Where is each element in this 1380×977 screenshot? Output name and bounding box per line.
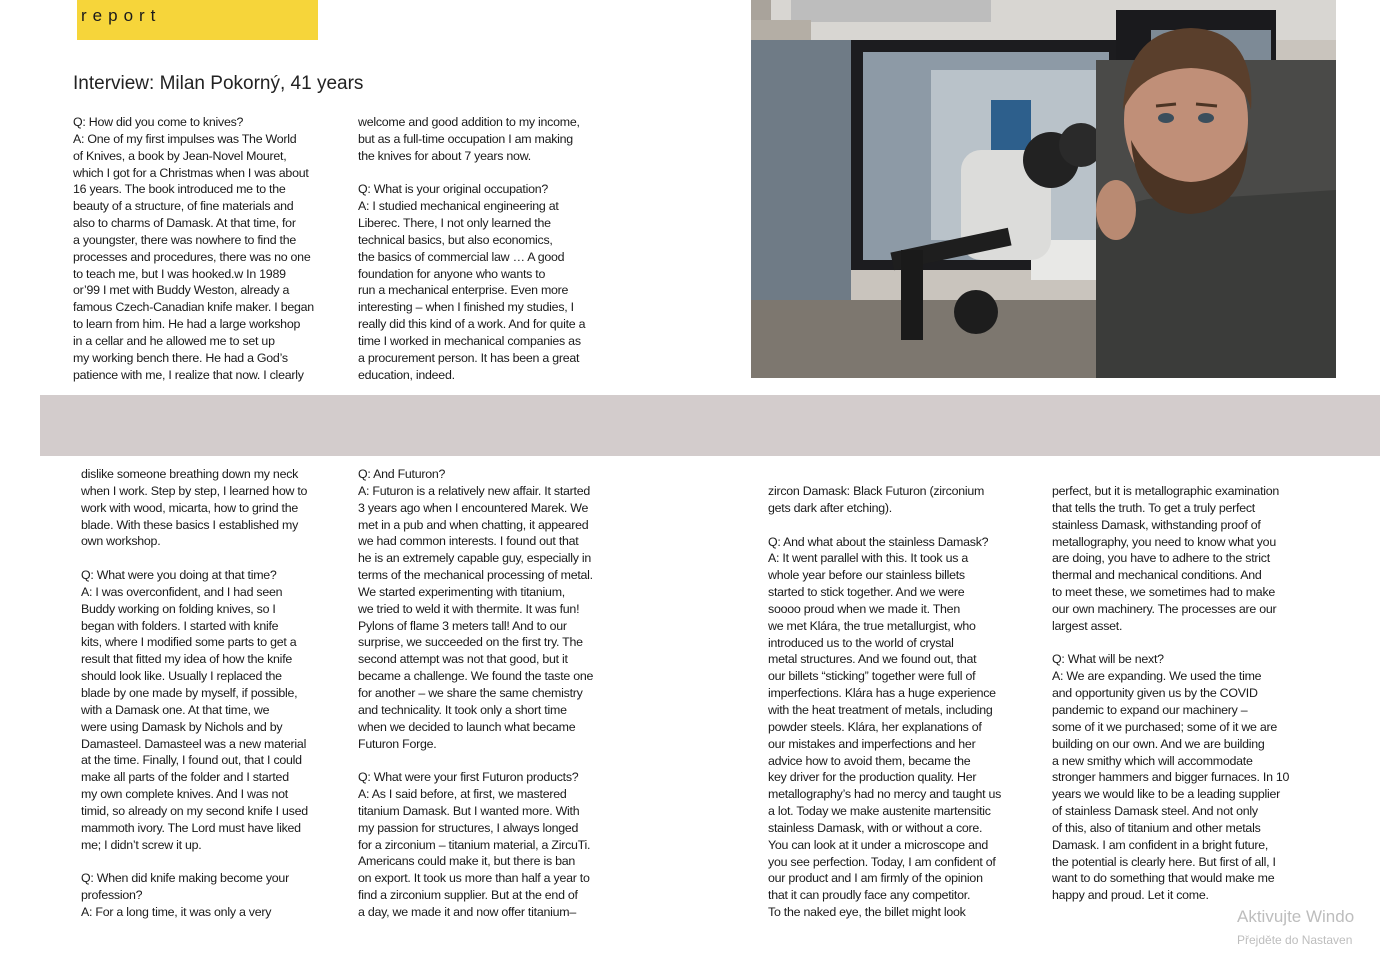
text-line: profession? (81, 888, 143, 903)
text-line: zircon Damask: Black Futuron (zirconium (768, 484, 985, 498)
text-line: our own machinery. The processes are our (1052, 601, 1277, 616)
text-line: foundation for anyone who wants to (358, 266, 546, 281)
text-line: my own complete knives. And I was not (81, 787, 288, 802)
text-line: when I work. Step by step, I learned how to (81, 483, 308, 498)
text-line: which I got for a Christmas when I was about (73, 165, 309, 180)
text-line: A: Futuron is a relatively new affair. It started (358, 483, 591, 498)
text-line: Q: What will be next? (1052, 652, 1164, 667)
paragraph (358, 769, 628, 921)
paragraph (358, 114, 628, 165)
text-line: We started experimenting with titanium, (358, 584, 565, 599)
text-line: perfect, but it is metallographic examination (1052, 484, 1280, 498)
text-line: and opportunity given us by the COVID (1052, 686, 1258, 701)
text-line: beauty of a structure, of fine materials and (73, 199, 294, 214)
text-line: of Knives, a book by Jean-Novel Mouret, (73, 148, 287, 163)
paragraph (768, 534, 1038, 921)
text-column-6 (1052, 483, 1322, 904)
paragraph (358, 181, 628, 383)
text-line: stainless Damask, with or without a core. (768, 820, 983, 835)
text-line: mammoth ivory. The Lord must have liked (81, 820, 301, 835)
text-line: metal structures. And we found out, that (768, 652, 977, 667)
paragraph (1052, 651, 1322, 904)
text-line: the basics of commercial law … A good (358, 249, 565, 264)
text-line: blade. With these basics I established my (81, 517, 299, 532)
text-line: also to charms of Damask. At that time, for (73, 216, 296, 231)
text-line: key driver for the production quality. Her (768, 770, 977, 785)
text-line: you see perfection. Today, I am confident of (768, 854, 996, 869)
text-line: processes and procedures, there was no one (73, 249, 311, 264)
text-line: advice how to avoid them, became the (768, 753, 971, 768)
text-line: a procurement person. It has been a great (358, 350, 580, 365)
text-column-3 (81, 466, 351, 921)
text-line: we met Klára, the true metallurgist, who (768, 618, 976, 633)
text-line: Americans could make it, but there is ban (358, 854, 576, 869)
text-line: surprise, we succeeded on the first try. The (358, 635, 583, 650)
text-line: Q: And Futuron? (358, 467, 446, 481)
text-line: the knives for about 7 years now. (358, 148, 531, 163)
text-line: run a mechanical enterprise. Even more (358, 283, 569, 298)
text-line: Buddy working on folding knives, so I (81, 601, 276, 616)
text-line: to teach me, but I was hooked.w In 1989 (73, 266, 286, 281)
text-line: became a challenge. We found the taste one (358, 669, 594, 684)
text-line: Q: What were your first Futuron products? (358, 770, 579, 785)
text-line: and technicality. It took only a short time (358, 702, 567, 717)
text-line: second attempt was not that good, but it (358, 652, 568, 667)
text-line: Damasteel. Damasteel was a new material (81, 736, 307, 751)
text-line: titanium Damask. But I wanted more. With (358, 803, 580, 818)
text-line: for a zirconium – titanium material, a ZircuTi. (358, 837, 591, 852)
text-line: Liberec. There, I not only learned the (358, 216, 551, 231)
text-line: Pylons of flame 3 meters tall! And to our (358, 618, 567, 633)
paragraph (81, 567, 351, 853)
text-line: started to stick together. And we were (768, 585, 965, 600)
text-line: soooo proud when we made it. Then (768, 601, 960, 616)
text-line: a new smithy which will accommodate (1052, 753, 1253, 768)
text-line: blade by one made by myself, if possible, (81, 685, 298, 700)
text-column-5 (768, 483, 1038, 921)
text-line: time I worked in mechanical companies as (358, 333, 581, 348)
windows-activation-watermark-title: Aktivujte Windo (1237, 907, 1355, 926)
text-line: want to do something that would make me (1052, 871, 1275, 886)
text-line: pandemic to expand our machinery – (1052, 702, 1248, 717)
text-line: Futuron Forge. (358, 736, 437, 751)
paragraph (1052, 483, 1322, 635)
text-line: we had common interests. I found out that (358, 534, 579, 549)
text-line: were using Damask by Nichols and by (81, 719, 283, 734)
text-line: Q: When did knife making become your (81, 871, 289, 886)
text-line: 3 years ago when I encountered Marek. We (358, 500, 589, 515)
text-line: stronger hammers and bigger furnaces. In 10 (1052, 770, 1290, 785)
text-line: he is an extremely capable guy, especially in (358, 551, 592, 566)
paragraph (768, 483, 1038, 517)
text-line: a lot. Today we make austenite martensitic (768, 804, 991, 819)
text-line: that it can proudly face any competitor. (768, 888, 971, 903)
text-line: interesting – when I finished my studies, I (358, 300, 574, 315)
text-line: our product and I am firmly of the opinion (768, 871, 983, 886)
section-tag: report (77, 0, 318, 40)
text-line: should look like. Usually I replaced the (81, 669, 282, 684)
text-line: our billets “sticking” together were full of (768, 669, 976, 684)
text-line: technical basics, but also economics, (358, 232, 553, 247)
text-line: my passion for structures, I always longed (358, 820, 579, 835)
text-column-2 (358, 114, 628, 384)
text-line: to learn from him. He had a large workshop (73, 317, 301, 332)
text-line: A: One of my first impulses was The World (73, 131, 297, 146)
text-line: of this, also of titanium and other metals (1052, 820, 1261, 835)
text-line: years we would like to be a leading supplier (1052, 787, 1281, 802)
text-line: Q: What were you doing at that time? (81, 568, 277, 583)
paragraph (358, 466, 628, 752)
text-line: really did this kind of a work. And for quite a (358, 317, 586, 332)
text-line: timid, so already on my second knife I used (81, 803, 308, 818)
text-line: work with wood, micarta, how to grind the (81, 500, 299, 515)
gray-divider-band (40, 395, 1380, 456)
text-line: A: As I said before, at first, we mastered (358, 787, 567, 802)
text-line: me; I didn’t screw it up. (81, 837, 202, 852)
text-line: largest asset. (1052, 618, 1123, 633)
text-line: A: For a long time, it was only a very (81, 904, 272, 919)
text-line: To the naked eye, the billet might look (768, 905, 966, 920)
text-line: kits, where I modified some parts to get a (81, 635, 297, 650)
text-line: metallography, you need to know what you (1052, 534, 1276, 549)
text-line: the potential is clearly here. But first of all, I (1052, 854, 1276, 869)
text-line: or’99 I met with Buddy Weston, already a (73, 283, 290, 298)
text-line: to meet these, we sometimes had to make (1052, 585, 1276, 600)
text-line: thermal and mechanical conditions. And (1052, 568, 1262, 583)
text-line: A: I was overconfident, and I had seen (81, 584, 283, 599)
interview-photo (751, 0, 1336, 378)
text-line: are doing, you have to adhere to the strict (1052, 551, 1270, 566)
text-line: at the time. Finally, I found out, that I could (81, 753, 302, 768)
text-line: that tells the truth. To get a truly perfect (1052, 500, 1255, 515)
text-line: welcome and good addition to my income, (358, 115, 580, 129)
text-line: metallography’s had no mercy and taught us (768, 787, 1002, 802)
text-line: A: It went parallel with this. It took us a (768, 551, 968, 566)
text-line: began with folders. I started with knife (81, 618, 279, 633)
text-line: with a Damask one. At that time, we (81, 702, 270, 717)
text-line: make all parts of the folder and I started (81, 770, 289, 785)
text-line: imperfections. Klára has a huge experience (768, 686, 996, 701)
text-line: with the heat treatment of metals, including (768, 702, 993, 717)
text-line: education, indeed. (358, 367, 455, 382)
paragraph (81, 870, 351, 921)
text-line: Q: What is your original occupation? (358, 182, 549, 197)
text-line: stainless Damask, withstanding proof of (1052, 517, 1261, 532)
text-column-4 (358, 466, 628, 921)
text-line: Damask. I am confident in a bright future, (1052, 837, 1269, 852)
text-line: 16 years. The book introduced me to the (73, 182, 286, 197)
text-line: result that fitted my idea of how the knife (81, 652, 293, 667)
text-line: find a zirconium supplier. But at the end of (358, 888, 578, 903)
text-line: A: We are expanding. We used the time (1052, 669, 1262, 684)
text-line: building on our own. And we are building (1052, 736, 1265, 751)
text-line: whole year before our stainless billets (768, 568, 965, 583)
text-line: powder steels. Klára, her explanations of (768, 719, 982, 734)
windows-activation-watermark-subtitle: Přejděte do Nastaven (1237, 933, 1353, 947)
text-line: own workshop. (81, 534, 161, 549)
paragraph (81, 466, 351, 550)
text-line: A: I studied mechanical engineering at (358, 199, 559, 214)
text-line: terms of the mechanical processing of metal. (358, 568, 593, 583)
text-line: for another – we share the same chemistry (358, 685, 583, 700)
text-line: patience with me, I realize that now. I clearly (73, 367, 304, 382)
text-line: Q: And what about the stainless Damask? (768, 534, 989, 549)
text-line: gets dark after etching). (768, 500, 892, 515)
article-headline: Interview: Milan Pokorný, 41 years (73, 73, 364, 94)
text-line: a day, we made it and now offer titanium– (358, 904, 576, 919)
paragraph (73, 114, 343, 384)
text-line: Q: How did you come to knives? (73, 115, 244, 129)
text-column-1 (73, 114, 343, 384)
text-line: dislike someone breathing down my neck (81, 467, 299, 481)
text-line: but as a full-time occupation I am making (358, 131, 573, 146)
photo-illustration (751, 0, 1336, 378)
text-line: of stainless Damask steel. And not only (1052, 804, 1258, 819)
text-line: famous Czech-Canadian knife maker. I began (73, 300, 314, 315)
text-line: some of it we purchased; some of it we are (1052, 719, 1278, 734)
text-line: a youngster, there was nowhere to find the (73, 232, 297, 247)
text-line: in a cellar and he allowed me to set up (73, 333, 275, 348)
text-line: met in a pub and when chatting, it appeared (358, 517, 589, 532)
text-line: on export. It took us more than half a year to (358, 871, 590, 886)
text-line: introduced us to the world of crystal (768, 635, 954, 650)
text-line: my working bench there. He had a God’s (73, 350, 288, 365)
text-line: our mistakes and imperfections and her (768, 736, 976, 751)
text-line: when we decided to launch what became (358, 719, 576, 734)
text-line: happy and proud. Let it come. (1052, 888, 1209, 903)
text-line: You can look at it under a microscope and (768, 837, 989, 852)
text-line: we tried to weld it with thermite. It was fun! (358, 601, 580, 616)
